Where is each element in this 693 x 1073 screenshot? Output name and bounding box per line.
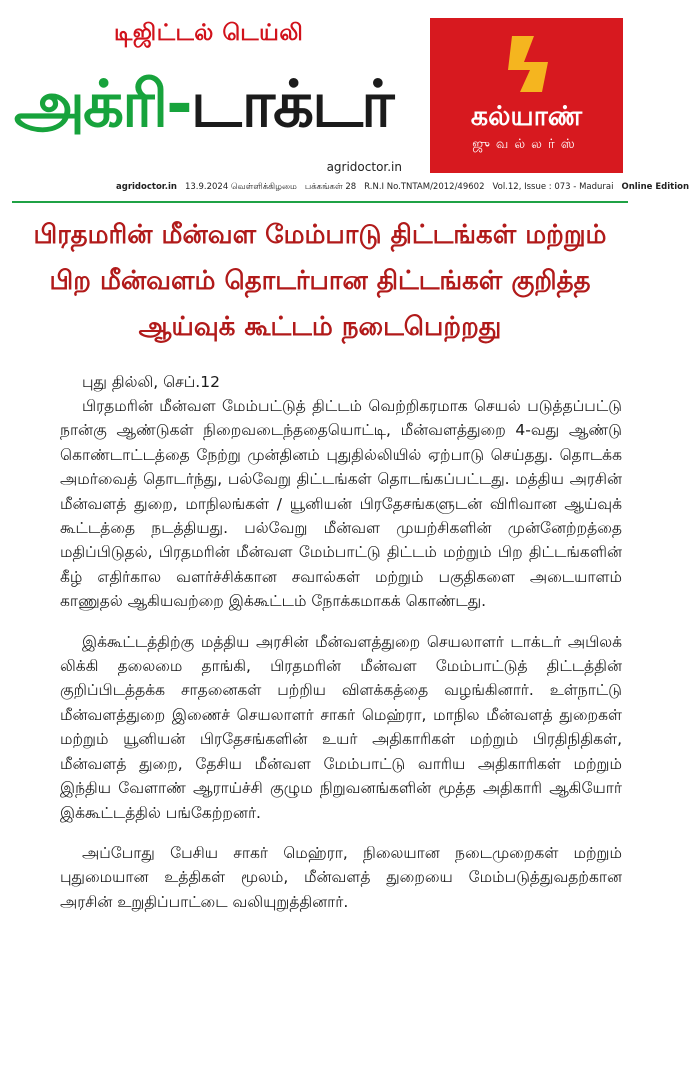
header-rule xyxy=(12,201,628,203)
ad-subtitle: ஜுவல்லர்ஸ் xyxy=(472,137,581,152)
kalyan-logo-icon xyxy=(502,32,554,96)
masthead xyxy=(0,0,690,205)
info-edition: Online Edition xyxy=(621,182,690,192)
paragraph: அப்போது பேசிய சாகர் மெஹ்ரா, நிலையான நடைமுறைகள் மற்றும் புதுமையான உத்திகள் மூலம், மீன்வளத் துறையை மேம்படுத்துவதற்கான அரசின் உறுதிப்பாட்டை வலியுறுத்தினார். xyxy=(60,843,622,911)
masthead-tagline: டிஜிட்டல் டெய்லி xyxy=(114,20,304,46)
masthead-title-black: டாக்டர் xyxy=(190,68,393,142)
info-volume: Vol.12, Issue : 073 - Madurai xyxy=(492,182,614,192)
headline-line: ஆய்வுக் கூட்டம் நடைபெற்றது xyxy=(138,312,502,342)
headline-line: பிரதமரின் மீன்வள மேம்பாடு திட்டங்கள் மற்றும் xyxy=(33,220,607,250)
masthead-title xyxy=(14,50,414,160)
ad-brand: கல்யாண் xyxy=(470,101,583,132)
info-pages: பக்கங்கள் 28 xyxy=(304,182,357,192)
paragraph: இக்கூட்டத்திற்கு மத்திய அரசின் மீன்வளத்துறை செயலாளர் டாக்டர் அபிலக் லிக்கி தலைமை தாங்கி, பிரதமரின் மீன்வள மேம்பாட்டுத் திட்டத்தின் குறிப்பிடத்தக்க சாதனைகள் பற்றிய விளக்கத்தை வழங்கினார். உள்நாட்டு மீன்வளத்துறை இணைச் செயலாளர் சாகர் மெஹ்ரா, மாநில மீன்வளத் துறைகள் மற்றும் யூனியன் பிரதேசங்களின் உயர் அதிகாரிகள் மற்றும் பிரதிநிதிகள், மீன்வளத் துறை, தேசிய மீன்வள மேம்பாட்டு வாரிய அதிகாரிகள் மற்றும் இந்திய வேளாண் ஆராய்ச்சி குழும நிறுவனங்களின் மூத்த அதிகாரி ஆகியோர் இக்கூட்டத்தில் பங்கேற்றனர். xyxy=(60,632,622,822)
masthead-title-dash: - xyxy=(166,68,191,142)
headline xyxy=(18,212,622,350)
kalyan-jewellers-ad[interactable] xyxy=(430,18,623,173)
info-site: agridoctor.in xyxy=(116,182,177,192)
masthead-title-green: அக்ரி xyxy=(14,68,167,142)
issue-info-bar xyxy=(112,180,690,194)
info-date: 13.9.2024 வெள்ளிக்கிழமை xyxy=(184,182,297,192)
paragraph: பிரதமரின் மீன்வள மேம்பட்டுத் திட்டம் வெற்றிகரமாக செயல் படுத்தப்பட்டு நான்கு ஆண்டுகள் நிறைவடைந்ததையொட்டி, மீன்வளத்துறை 4-வது ஆண்டு கொண்டாட்டத்தை நேற்று முன்தினம் புதுதில்லியில் ஏற்பாடு செய்தது. தொடக்க அமர்வைத் தொடர்ந்து, பல்வேறு திட்டங்கள் தொடங்கப்பட்டது. மத்திய அரசின் மீன்வளத் துறை, மாநிலங்கள் / யூனியன் பிரதேசங்களுடன் விரிவான ஆய்வுக் கூட்டத்தை நடத்தியது. பல்வேறு மீன்வள முயற்சிகளின் முன்னேற்றத்தை மதிப்பிடுதல், பிரதமரின் மீன்வள மேம்பாட்டு திட்டம் மற்றும் பிற திட்டங்களின் கீழ் எதிர்கால வளர்ச்சிக்கான சவால்கள் மற்றும் பகுதிகளை அடையாளம் காணுதல் ஆகியவற்றை இக்கூட்டம் நோக்கமாகக் கொண்டது. xyxy=(60,397,622,611)
headline-line: பிற மீன்வளம் தொடர்பான திட்டங்கள் குறித்த xyxy=(49,266,591,296)
dateline: புது தில்லி, செப்.12 xyxy=(82,373,220,391)
info-rni: R.N.I No.TNTAM/2012/49602 xyxy=(364,182,485,192)
masthead-site: agridoctor.in xyxy=(326,160,402,174)
article-body xyxy=(60,370,622,930)
masthead-logo xyxy=(14,10,414,180)
